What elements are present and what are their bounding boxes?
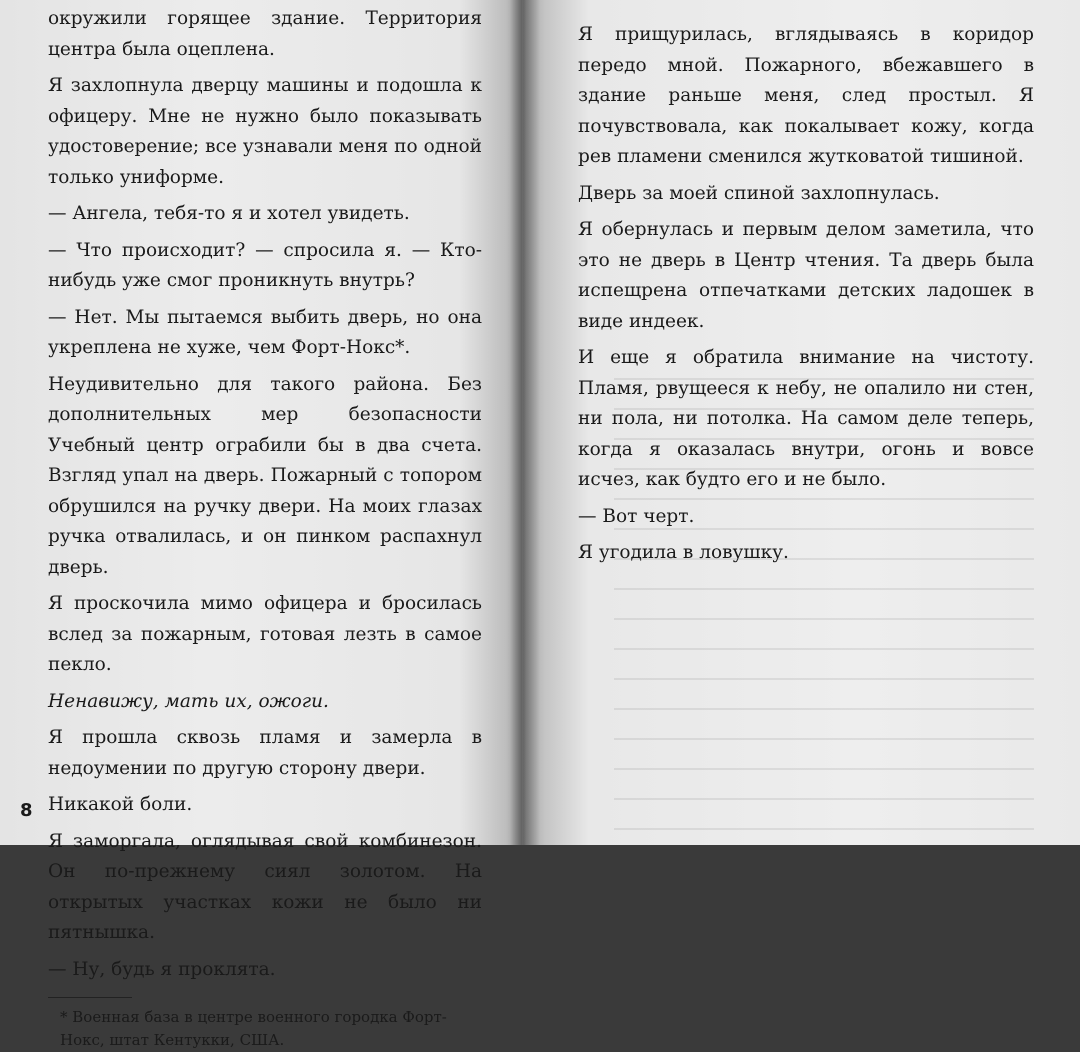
paragraph: Неудивительно для такого района. Без дополнительных мер безопасности Учебный центр ограбили бы в два счета. Взгляд упал на дверь. Пожарный с топором обрушился на ручку двери. На моих глазах ручка отвалилась, и он пинком распахнул дверь. [48, 373, 482, 578]
paragraph: Я заморгала, оглядывая свой комбинезон. Он по-прежнему сиял золотом. На открытых участках кожи не было ни пятнышка. [48, 830, 482, 943]
paragraph: Я прошла сквозь пламя и замерла в недоумении по другую сторону двери. [48, 727, 482, 779]
paragraph: И еще я обратила внимание на чистоту. Пламя, рвущееся к небу, не опалило ни стен, ни пола, ни потолка. На самом деле теперь, когда я оказалась внутри, огонь и вовсе исчез, как будто его и не было. [578, 347, 1034, 490]
paragraph: Дверь за моей спиной захлопнулась. [578, 182, 940, 204]
left-page [0, 0, 522, 1049]
page-number: 8 [20, 800, 33, 821]
paragraph: Я захлопнула дверцу машины и подошла к офицеру. Мне не нужно было показывать удостоверение; все узнавали меня по одной только униформе. [48, 75, 482, 188]
paragraph: Я проскочила мимо офицера и бросилась вслед за пожарным, готовая лезть в самое пекло. [48, 593, 482, 675]
dialogue-line: — Что происходит? — спросила я. — Кто-нибудь уже смог проникнуть внутрь? [48, 239, 482, 291]
italic-thought: Ненавижу, мать их, ожоги. [48, 690, 329, 712]
paragraph: окружили горящее здание. Территория центра была оцеплена. [48, 8, 482, 60]
paragraph: Никакой боли. [48, 794, 193, 815]
dialogue-line: — Нет. Мы пытаемся выбить дверь, но она укреплена не хуже, чем Форт-Нокс*. [48, 306, 482, 358]
paragraph: Я угодила в ловушку. [578, 542, 789, 563]
dialogue-line: — Ну, будь я проклята. [48, 958, 276, 980]
paragraph: Я прищурилась, вглядываясь в коридор передо мной. Пожарного, вбежавшего в здание раньше меня, след простыл. Я почувствовала, как покалывает кожу, когда рев пламени сменился жутковатой тишиной. [578, 24, 1034, 167]
footnote: * Военная база в центре военного городка Форт-Нокс, штат Кентукки, США. [60, 1008, 447, 1049]
dialogue-line: — Ангела, тебя-то я и хотел увидеть. [48, 203, 410, 224]
right-page [522, 0, 1080, 845]
dialogue-line: — Вот черт. [578, 505, 695, 527]
footnote-divider [48, 997, 132, 998]
paragraph: Я обернулась и первым делом заметила, что это не дверь в Центр чтения. Та дверь была испещрена отпечатками детских ладошек в виде индеек. [578, 219, 1034, 332]
